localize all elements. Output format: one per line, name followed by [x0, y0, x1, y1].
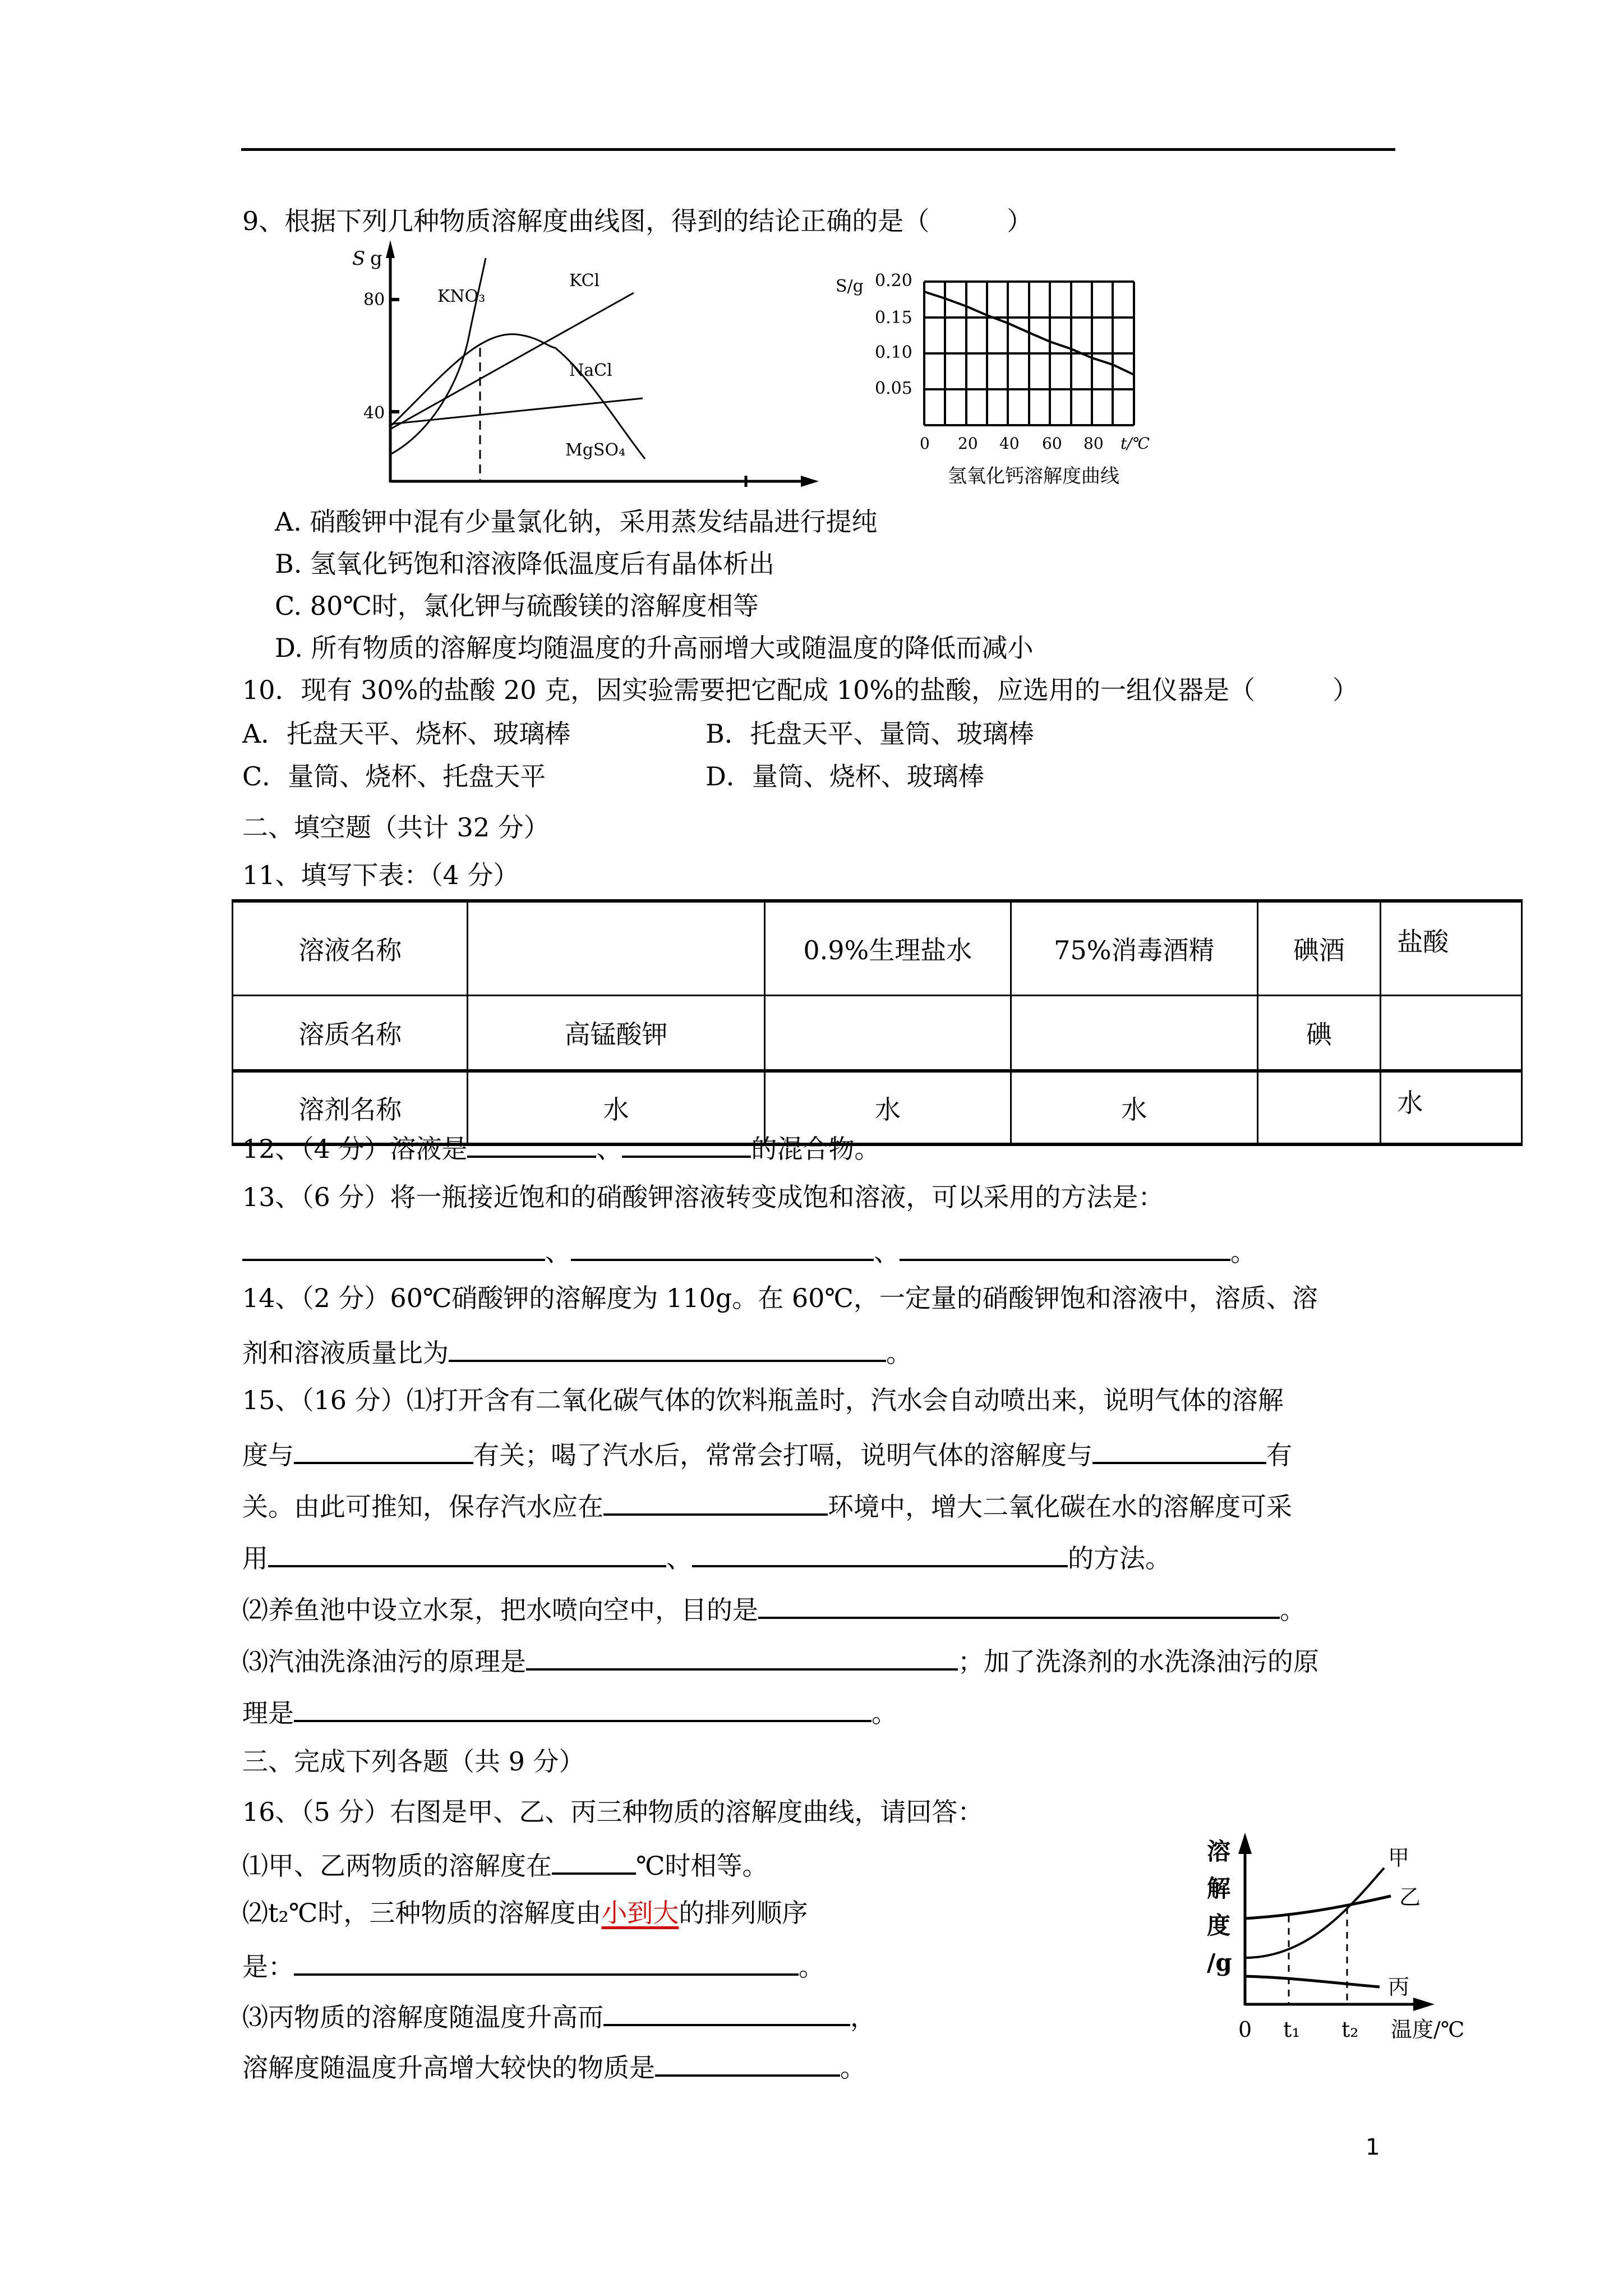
table-cell[interactable]	[1011, 996, 1257, 1071]
q9-option-d: D. 所有物质的溶解度均随温度的升高丽增大或随温度的降低而减小	[275, 633, 1034, 663]
table-cell: 水	[1011, 1071, 1257, 1144]
svg-text:0.15: 0.15	[875, 308, 912, 328]
q12-line	[242, 1129, 880, 1166]
answer-blank[interactable]	[603, 1487, 828, 1516]
q15-line4	[242, 1538, 1171, 1575]
answer-blank[interactable]	[758, 1590, 1280, 1619]
svg-text:氢氧化钙溶解度曲线: 氢氧化钙溶解度曲线	[948, 465, 1119, 487]
answer-blank[interactable]	[526, 1641, 958, 1671]
answer-blank[interactable]	[622, 1129, 751, 1158]
svg-text:80: 80	[1083, 434, 1104, 453]
text: 环境中，增大二氧化碳在水的溶解度可采	[828, 1492, 1292, 1522]
text: 。	[799, 1952, 824, 1982]
separator: 、	[545, 1237, 571, 1267]
text: 理是	[242, 1698, 294, 1728]
svg-text:KNO₃: KNO₃	[437, 287, 486, 306]
text: 的排列顺序	[679, 1898, 808, 1928]
period: 。	[886, 1338, 912, 1368]
separator: 、	[874, 1237, 900, 1267]
answer-blank[interactable]	[294, 1435, 473, 1464]
solubility-chart	[336, 236, 830, 494]
svg-text:0: 0	[920, 434, 930, 453]
q15-line7	[242, 1693, 897, 1730]
table-cell: 高锰酸钾	[468, 996, 764, 1071]
q16-part4	[242, 2047, 866, 2085]
answer-blank[interactable]	[603, 1997, 850, 2026]
table-cell: 溶质名称	[233, 996, 468, 1071]
solution-table	[232, 899, 1523, 1146]
table-cell[interactable]	[468, 901, 764, 996]
svg-text:40: 40	[363, 403, 385, 423]
svg-text:/g: /g	[1207, 1949, 1232, 1976]
q10-stem: 10．现有 30%的盐酸 20 克，因实验需要把它配成 10%的盐酸，应选用的一组仪器是（ ）	[242, 675, 1359, 705]
q16-part2	[242, 1896, 808, 1930]
svg-text:0: 0	[1238, 2017, 1252, 2042]
svg-text:KCl: KCl	[569, 271, 600, 291]
q10-option-d: D．量筒、烧杯、玻璃棒	[706, 761, 984, 792]
svg-text:甲: 甲	[1388, 1846, 1410, 1870]
q12-text: 12、（4 分）溶液是	[242, 1134, 468, 1164]
q16-part3	[242, 1997, 876, 2034]
header-rule	[241, 148, 1395, 151]
text: ⑵t₂℃时，三种物质的溶解度由	[242, 1898, 602, 1928]
svg-text:0.20: 0.20	[875, 271, 912, 291]
answer-blank[interactable]	[467, 1129, 596, 1158]
q16-stem: 16、（5 分）右图是甲、乙、丙三种物质的溶解度曲线，请回答：	[242, 1797, 984, 1827]
table-cell: 水	[1381, 1071, 1522, 1144]
svg-text:S: S	[352, 247, 366, 270]
text: ℃时相等。	[636, 1851, 768, 1881]
text: 有关；喝了汽水后，常常会打嗝，说明气体的溶解度与	[473, 1440, 1092, 1470]
q14-line2	[242, 1333, 912, 1370]
svg-text:0.10: 0.10	[875, 343, 912, 362]
q9-option-c: C. 80℃时，氯化钾与硫酸镁的溶解度相等	[275, 591, 759, 621]
q15-line3	[242, 1487, 1292, 1524]
table-row	[233, 901, 1522, 996]
table-cell[interactable]	[1257, 1071, 1381, 1144]
text: 度与	[242, 1440, 294, 1470]
svg-text:度: 度	[1207, 1912, 1231, 1939]
text: 。	[840, 2053, 866, 2083]
answer-blank[interactable]	[900, 1232, 1230, 1261]
q13-answer-line	[242, 1232, 1256, 1269]
answer-blank[interactable]	[552, 1846, 636, 1875]
q9-option-b: B. 氢氧化钙饱和溶液降低温度后有晶体析出	[275, 549, 775, 579]
svg-text:60: 60	[1042, 434, 1062, 453]
svg-text:t₁: t₁	[1283, 2017, 1301, 2042]
text: 是：	[242, 1952, 294, 1982]
table-cell: 水	[468, 1071, 764, 1144]
svg-text:t/℃: t/℃	[1121, 434, 1150, 453]
svg-text:t₂: t₂	[1341, 2017, 1359, 2042]
table-cell[interactable]	[1381, 996, 1522, 1071]
q9-option-a: A. 硝酸钾中混有少量氯化钠，采用蒸发结晶进行提纯	[275, 507, 878, 537]
q16-part2-answer	[242, 1947, 824, 1984]
svg-text:丙: 丙	[1388, 1975, 1410, 1999]
answer-blank[interactable]	[268, 1538, 666, 1567]
text: ，	[850, 2002, 876, 2032]
svg-text:解: 解	[1207, 1875, 1231, 1902]
table-cell: 碘	[1257, 996, 1381, 1071]
q10-option-b: B．托盘天平、量筒、玻璃棒	[706, 719, 1034, 749]
text: ⑵养鱼池中设立水泵，把水喷向空中，目的是	[242, 1595, 758, 1625]
text: 。	[872, 1698, 897, 1728]
svg-text:80: 80	[363, 290, 385, 310]
answer-blank[interactable]	[242, 1232, 545, 1261]
q16-part1	[242, 1846, 768, 1883]
q10-option-c: C．量筒、烧杯、托盘天平	[242, 761, 546, 792]
svg-text:乙: 乙	[1399, 1885, 1421, 1910]
svg-text:20: 20	[958, 434, 978, 453]
svg-text:g: g	[370, 247, 382, 270]
q13-stem: 13、（6 分）将一瓶接近饱和的硝酸钾溶液转变成饱和溶液，可以采用的方法是：	[242, 1182, 1164, 1212]
highlight-text: 小到大	[601, 1898, 679, 1928]
q14-line1: 14、（2 分）60℃硝酸钾的溶解度为 110g。在 60℃，一定量的硝酸钾饱和溶液中，溶质、溶	[242, 1283, 1318, 1313]
table-cell: 溶液名称	[233, 901, 468, 996]
answer-blank[interactable]	[571, 1232, 874, 1261]
section2-title: 二、填空题（共计 32 分）	[242, 812, 550, 843]
answer-blank[interactable]	[449, 1333, 886, 1362]
q9-stem: 9、根据下列几种物质溶解度曲线图，得到的结论正确的是（ ）	[242, 206, 1033, 236]
period: 。	[1230, 1237, 1256, 1267]
calcium-hydroxide-chart	[830, 264, 1324, 488]
text: 用	[242, 1543, 268, 1573]
table-cell: 75%消毒酒精	[1011, 901, 1257, 996]
q15-line5	[242, 1590, 1306, 1627]
text: 。	[1280, 1595, 1306, 1625]
svg-text:MgSO₄: MgSO₄	[565, 440, 626, 460]
text: ；加了洗涤剂的水洗涤油污的原	[958, 1646, 1319, 1677]
three-substance-chart	[1206, 1826, 1520, 2067]
text: ⑴甲、乙两物质的溶解度在	[242, 1851, 552, 1881]
svg-text:0.05: 0.05	[875, 379, 912, 398]
table-cell[interactable]	[764, 996, 1011, 1071]
text: 溶解度随温度升高增大较快的物质是	[242, 2053, 655, 2083]
section3-title: 三、完成下列各题（共 9 分）	[242, 1746, 585, 1777]
svg-text:溶: 溶	[1207, 1838, 1231, 1865]
q10-option-a: A．托盘天平、烧杯、玻璃棒	[242, 719, 571, 749]
answer-blank[interactable]	[294, 1947, 799, 1976]
q15-line6	[242, 1641, 1319, 1678]
table-cell: 水	[764, 1071, 1011, 1144]
answer-blank[interactable]	[294, 1693, 872, 1722]
answer-blank[interactable]	[1092, 1435, 1266, 1464]
table-cell: 碘酒	[1257, 901, 1381, 996]
text: 的方法。	[1068, 1543, 1171, 1573]
answer-blank[interactable]	[655, 2047, 840, 2077]
text: 、	[666, 1543, 692, 1573]
q15-line2	[242, 1435, 1292, 1472]
table-cell: 0.9%生理盐水	[764, 901, 1011, 996]
answer-blank[interactable]	[692, 1538, 1068, 1567]
svg-text:S/g: S/g	[836, 277, 864, 296]
text: ⑶汽油洗涤油污的原理是	[242, 1646, 526, 1677]
table-cell: 溶剂名称	[233, 1071, 468, 1144]
text: 关。由此可推知，保存汽水应在	[242, 1492, 603, 1522]
page-number: 1	[1366, 2134, 1380, 2160]
q15-line1: 15、（16 分）⑴打开含有二氧化碳气体的饮料瓶盖时，汽水会自动喷出来，说明气体的溶解	[242, 1385, 1284, 1415]
svg-text:NaCl: NaCl	[569, 361, 612, 380]
separator: 、	[596, 1134, 623, 1164]
table-row	[233, 996, 1522, 1071]
table-cell: 盐酸	[1381, 901, 1522, 996]
q11-stem: 11、填写下表：（4 分）	[242, 860, 519, 890]
svg-text:40: 40	[999, 434, 1020, 453]
text: 有	[1266, 1440, 1292, 1470]
q14-text: 剂和溶液质量比为	[242, 1338, 449, 1368]
svg-text:温度/℃: 温度/℃	[1391, 2017, 1465, 2042]
q12-text-end: 的混合物。	[751, 1134, 880, 1164]
text: ⑶丙物质的溶解度随温度升高而	[242, 2002, 603, 2032]
